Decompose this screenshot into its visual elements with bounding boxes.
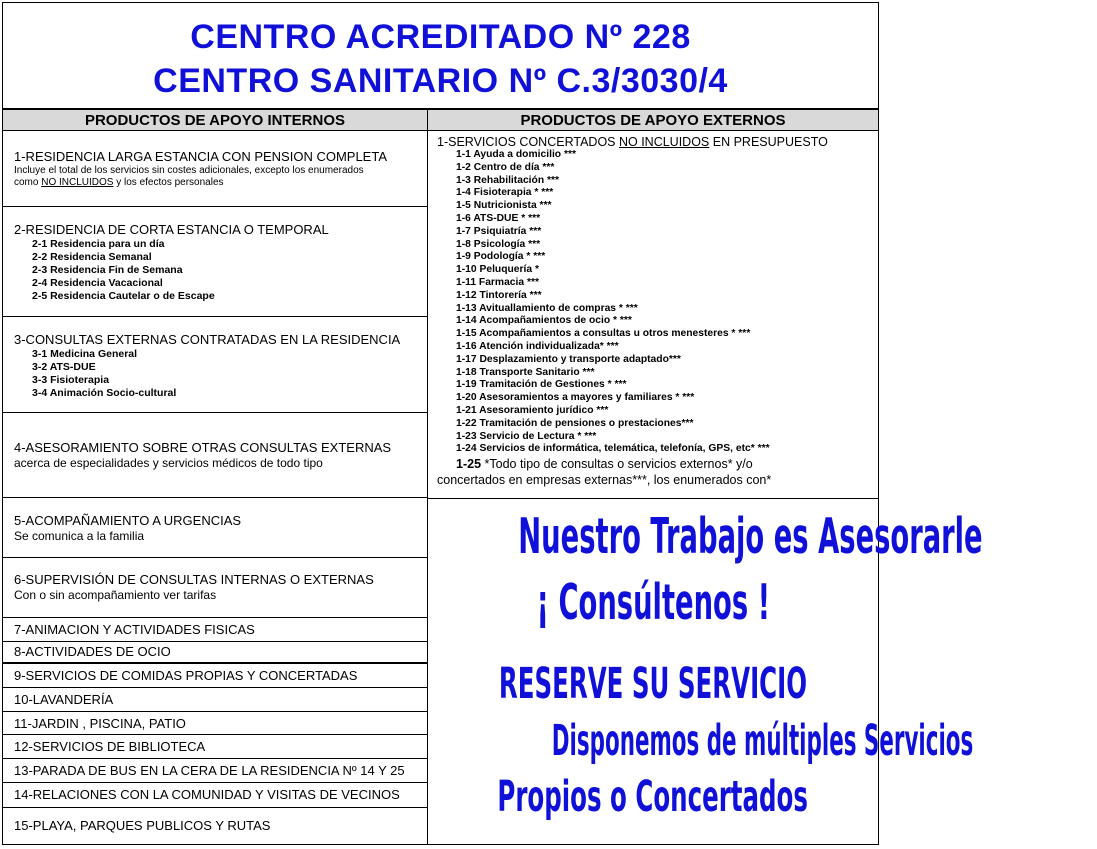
title-b: EN PRESUPUESTO	[709, 135, 828, 149]
section-1-note-b	[14, 177, 427, 189]
service-item: 1-6 ATS-DUE * ***	[456, 212, 541, 224]
promo-line-5	[428, 772, 878, 822]
promo-line-3	[428, 659, 878, 709]
service-item: 1-16 Atención individualizada* ***	[456, 340, 619, 352]
service-item: 1-22 Tramitación de pensiones o prestaciones***	[456, 417, 694, 429]
section-2-item: 2-1 Residencia para un día	[32, 238, 165, 250]
section-6	[3, 558, 427, 618]
service-item: 1-15 Acompañamientos a consultas u otros menesteres * ***	[456, 328, 751, 340]
service-item: 1-24 Servicios de informática, telemática, telefonía, GPS, etc* ***	[456, 443, 770, 455]
section-3-item: 3-1 Medicina General	[32, 348, 138, 360]
section-14-title: 14-RELACIONES CON LA COMUNIDAD Y VISITAS DE VECINOS	[14, 787, 400, 802]
item-25-number: 1-25	[456, 457, 485, 472]
section-11	[3, 712, 427, 735]
service-item: 1-18 Transporte Sanitario ***	[456, 366, 595, 378]
accreditation-title: CENTRO ACREDITADO Nº 228	[190, 18, 691, 56]
section-1	[3, 131, 427, 207]
note-b-text: como	[14, 177, 42, 188]
service-item: 1-7 Psiquiatría ***	[456, 225, 542, 237]
service-item: 1-4 Fisioterapia * ***	[456, 187, 554, 199]
section-4-note: acerca de especialidades y servicios médicos de todo tipo	[14, 456, 323, 470]
service-item: 1-1 Ayuda a domicilio ***	[456, 149, 576, 160]
service-item: 1-9 Podología * ***	[456, 251, 546, 263]
section-7-title: 7-ANIMACION Y ACTIVIDADES FISICAS	[14, 622, 255, 637]
promo-line-1-text: Nuestro Trabajo es Asesorarle	[518, 507, 983, 565]
service-item: 1-2 Centro de día ***	[456, 161, 555, 173]
not-included-text: NO INCLUIDOS	[41, 177, 114, 188]
promo-line-2	[428, 572, 878, 632]
health-center-title: CENTRO SANITARIO Nº C.3/3030/4	[153, 62, 728, 100]
section-3-item: 3-2 ATS-DUE	[32, 361, 96, 373]
promo-line-5-text: Propios o Concertados	[497, 772, 809, 822]
section-6-title: 6-SUPERVISIÓN DE CONSULTAS INTERNAS O EXTERNAS	[14, 572, 374, 587]
service-item: 1-8 Psicología ***	[456, 238, 541, 250]
service-item: 1-10 Peluquería *	[456, 264, 539, 276]
content-columns	[3, 110, 983, 844]
section-12-title: 12-SERVICIOS DE BIBLIOTECA	[14, 739, 206, 754]
promo-line-2-text: ¡ Consúltenos !	[536, 573, 770, 631]
section-13-title: 13-PARADA DE BUS EN LA CERA DE LA RESIDENCIA Nº 14 Y 25	[14, 763, 405, 778]
section-10	[3, 688, 427, 712]
service-item: 1-12 Tintorería ***	[456, 289, 542, 301]
section-6-note: Con o sin acompañamiento ver tarifas	[14, 588, 217, 602]
service-item: 1-23 Servicio de Lectura * ***	[456, 430, 597, 442]
external-services-list	[428, 131, 878, 488]
section-11-title: 11-JARDIN , PISCINA, PATIO	[14, 716, 186, 731]
external-services-title	[437, 135, 878, 149]
section-3-item: 3-4 Animación Socio-cultural	[32, 387, 177, 399]
external-items	[437, 149, 878, 456]
service-item: 1-5 Nutricionista ***	[456, 200, 552, 212]
section-2-title: 2-RESIDENCIA DE CORTA ESTANCIA O TEMPORAL	[14, 222, 329, 237]
section-3-item: 3-3 Fisioterapia	[32, 374, 110, 386]
section-3-title: 3-CONSULTAS EXTERNAS CONTRATADAS EN LA RESIDENCIA	[14, 332, 401, 347]
service-item: 1-3 Rehabilitación ***	[456, 174, 559, 186]
section-9-title: 9-SERVICIOS DE COMIDAS PROPIAS Y CONCERTADAS	[14, 668, 358, 683]
section-3	[3, 317, 427, 413]
service-item: 1-13 Avituallamiento de compras * ***	[456, 302, 638, 314]
section-13	[3, 759, 427, 783]
service-item-25	[437, 456, 878, 472]
promo-line-3-text: RESERVE SU SERVICIO	[498, 659, 808, 709]
section-4-title: 4-ASESORAMIENTO SOBRE OTRAS CONSULTAS EXTERNAS	[14, 440, 392, 455]
internal-products-heading: PRODUCTOS DE APOYO INTERNOS	[3, 110, 427, 131]
section-12	[3, 735, 427, 759]
document-sheet	[2, 2, 983, 845]
note-b-rest: y los efectos personales	[113, 177, 224, 188]
section-4	[3, 413, 427, 498]
title-a: 1-SERVICIOS CONCERTADOS	[437, 135, 619, 149]
external-products-column	[428, 110, 983, 844]
service-item-25-cont: concertados en empresas externas***, los enumerados con*	[437, 473, 772, 488]
section-2-item: 2-2 Residencia Semanal	[32, 251, 152, 263]
promo-line-4	[428, 716, 974, 766]
section-5-title: 5-ACOMPAÑAMIENTO A URGENCIAS	[14, 513, 242, 528]
item-25-text: *Todo tipo de consultas o servicios externos* y/o	[484, 457, 753, 472]
service-item: 1-11 Farmacia ***	[456, 276, 540, 288]
section-7	[3, 618, 427, 642]
service-item: 1-19 Tramitación de Gestiones * ***	[456, 379, 627, 391]
section-14	[3, 783, 427, 808]
section-2	[3, 207, 427, 317]
section-1-note-a: Incluye el total de los servicios sin costes adicionales, excepto los enumerados	[14, 165, 364, 176]
service-item: 1-17 Desplazamiento y transporte adaptado***	[456, 353, 681, 365]
section-1-title: 1-RESIDENCIA LARGA ESTANCIA CON PENSION COMPLETA	[14, 149, 387, 164]
section-15	[3, 808, 427, 843]
service-item: 1-21 Asesoramiento jurídico ***	[456, 404, 609, 416]
external-products-heading: PRODUCTOS DE APOYO EXTERNOS	[428, 110, 878, 131]
section-5-note: Se comunica a la familia	[14, 529, 145, 543]
section-8-title: 8-ACTIVIDADES DE OCIO	[14, 644, 171, 659]
service-item: 1-20 Asesoramientos a mayores y familiares * ***	[456, 392, 695, 404]
section-15-title: 15-PLAYA, PARQUES PUBLICOS Y RUTAS	[14, 818, 271, 833]
section-2-item: 2-4 Residencia Vacacional	[32, 277, 163, 289]
promo-line-4-text: Disponemos de múltiples Servicios	[551, 716, 974, 766]
header	[3, 3, 878, 110]
section-2-item: 2-3 Residencia Fin de Semana	[32, 264, 183, 276]
promo-line-1	[428, 506, 983, 566]
section-9	[3, 664, 427, 688]
service-item: 1-14 Acompañamientos de ocio * ***	[456, 315, 632, 327]
title-not-included: NO INCLUIDOS	[618, 135, 710, 149]
section-10-title: 10-LAVANDERÍA	[14, 692, 114, 707]
internal-products-column	[3, 110, 428, 844]
section-5	[3, 498, 427, 558]
section-2-item: 2-5 Residencia Cautelar o de Escape	[32, 290, 215, 302]
section-8	[3, 642, 427, 664]
